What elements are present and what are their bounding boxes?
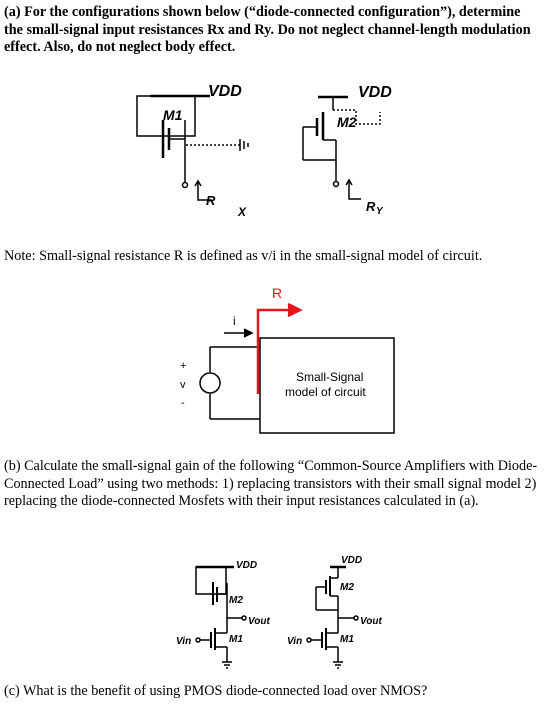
part-b-text: (b) Calculate the small-signal gain of the following “Common-Source Amplifiers with Diode-Connected Load” using two methods: 1) replacing transistors with their small signal model 2) replacing the diode-connected Mosfets with their input resistances calculated in (a).	[4, 458, 538, 509]
fig-note-plus: +	[180, 360, 187, 372]
fig-b-left-vout: Vout	[248, 616, 270, 627]
fig-b-right-vout: Vout	[360, 616, 382, 627]
fig-a-left-m1: M1	[163, 107, 183, 123]
fig-b-left-vin: Vin	[176, 636, 192, 647]
fig-b-right-vdd: VDD	[341, 555, 363, 566]
part-c-text: (c) What is the benefit of using PMOS diode-connected load over NMOS?	[4, 683, 428, 699]
part-a-prefix: (a) For the configurations shown below (“	[4, 4, 256, 20]
fig-b-left-circuit	[196, 567, 246, 668]
fig-note-box-line2: model of circuit	[285, 385, 366, 399]
fig-a-left-r: R	[206, 193, 216, 208]
note-text: Note: Small-signal resistance R is defined as v/i in the small-signal model of circuit.	[4, 248, 483, 264]
part-a-bold: diode-connected	[255, 4, 355, 20]
fig-note-minus: -	[181, 397, 185, 409]
fig-a-left-circuit	[137, 96, 248, 200]
fig-note-i: i	[233, 314, 236, 328]
fig-a-right-vdd: VDD	[358, 84, 392, 101]
fig-a-left-sub: X	[238, 205, 247, 219]
fig-b-left-m1: M1	[229, 634, 243, 645]
fig-a-right-circuit	[303, 97, 380, 199]
fig-b-left-m2: M2	[229, 595, 243, 606]
fig-b-left-vdd: VDD	[236, 560, 258, 571]
fig-a-right-r: R	[366, 199, 376, 214]
fig-a-left-vdd: VDD	[208, 83, 242, 100]
fig-note-r-arrow	[258, 304, 300, 394]
fig-b-right-m2: M2	[340, 582, 354, 593]
fig-a-right-m2: M2	[337, 114, 357, 130]
fig-note-box-line1: Small-Signal	[296, 370, 364, 384]
part-a-suffix: configuration”), determine the small-signal input resistances Rx and Ry. Do not neglect channel-length modulation effect. Also, do not neglect body effect.	[4, 4, 531, 55]
fig-a-right-sub: Y	[376, 206, 383, 217]
fig-note-r-label: R	[272, 285, 283, 301]
fig-b-right-vin: Vin	[287, 636, 303, 647]
fig-b-right-m1: M1	[340, 634, 354, 645]
fig-note-v: v	[180, 379, 186, 391]
